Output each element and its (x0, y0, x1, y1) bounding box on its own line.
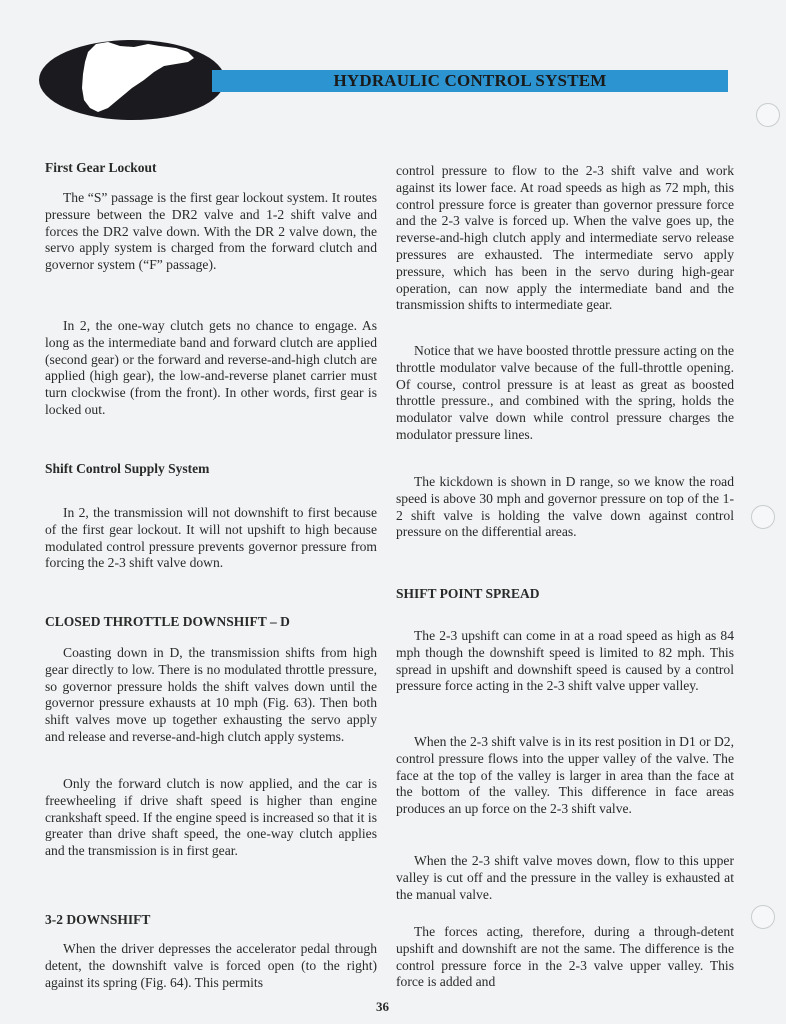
paragraph: control pressure to flow to the 2-3 shift valve and work against its lower face. At road speeds as high as 72 mph, this control pressure force is greater than governor pressure force and the 2-3 valve is forced up. When the valve goes up, the reverse-and-high clutch apply and intermediate servo release pressures are exhausted. The intermediate servo apply pressure, which has been in the servo during high-gear operation, can now apply the intermediate band and the transmission shifts to intermediate gear. (396, 163, 734, 313)
paragraph: When the driver depresses the accelerator pedal through detent, the downshift valve is forced open (to the right) against its spring (Fig. 64). This permits (45, 941, 377, 990)
paragraph: Coasting down in D, the transmission shifts from high gear directly to low. There is no modulated throttle pressure, so governor pressure holds the shift valves down until the governor pressure exhausts at 10 mph (Fig. 63). Then both shift valves move up together exhausting the servo apply and release and reverse-and-high clutch apply systems. (45, 645, 377, 744)
heading-shift-control-supply: Shift Control Supply System (45, 461, 210, 476)
paragraph: When the 2-3 shift valve moves down, flow to this upper valley is cut off and the pressure in the valley is exhausted at the manual valve. (396, 853, 734, 902)
paragraph: The forces acting, therefore, during a through-detent upshift and downshift are not the same. The difference is the control pressure force in the 2-3 valve upper valley. This force is added and (396, 924, 734, 990)
paragraph: Only the forward clutch is now applied, and the car is freewheeling if drive shaft speed is higher than engine crankshaft speed. If the engine speed is increased so that it is greater than drive shaft speed, the one-way clutch applies and the transmission is in first gear. (45, 776, 377, 859)
transmission-logo (36, 30, 236, 130)
paragraph: In 2, the one-way clutch gets no chance to engage. As long as the intermediate band and forward clutch are applied (second gear) or the forward and reverse-and-high clutch are applied (high gear), the low-and-reverse planet carrier must turn clockwise (from the front). In other words, first gear is locked out. (45, 318, 377, 417)
paragraph: Notice that we have boosted throttle pressure acting on the throttle modulator valve because of the full-throttle opening. Of course, control pressure is at least as great as boosted throttle pressure., and combined with the spring, holds the modulator valve down while control pressure charges the modulator pressure lines. (396, 343, 734, 442)
heading-closed-throttle-downshift: CLOSED THROTTLE DOWNSHIFT – D (45, 614, 290, 629)
heading-3-2-downshift: 3-2 DOWNSHIFT (45, 912, 151, 927)
punch-hole-bottom (751, 905, 775, 929)
paragraph: When the 2-3 shift valve is in its rest position in D1 or D2, control pressure flows into the upper valley of the valve. The face at the top of the valley is larger in area than the face at the bottom of the valley. This difference in face areas produces an up force on the 2-3 shift valve. (396, 734, 734, 817)
paragraph: The kickdown is shown in D range, so we know the road speed is above 30 mph and governor pressure on top of the 1-2 shift valve is holding the valve down against control pressure on the differential areas. (396, 474, 734, 540)
heading-first-gear-lockout: First Gear Lockout (45, 160, 157, 175)
page-title: HYDRAULIC CONTROL SYSTEM (333, 71, 607, 90)
page-header (0, 0, 786, 140)
heading-shift-point-spread: SHIFT POINT SPREAD (396, 586, 540, 601)
paragraph: In 2, the transmission will not downshift to first because of the first gear lockout. It will not upshift to high because modulated control pressure prevents governor pressure from forcing the 2-3 shift valve down. (45, 505, 377, 571)
page-number: 36 (376, 999, 389, 1014)
paragraph: The “S” passage is the first gear lockout system. It routes pressure between the DR2 valve and 1-2 shift valve and forces the DR2 valve down. With the DR 2 valve down, the servo apply system is charged from the forward clutch and governor system (“F” passage). (45, 190, 377, 273)
paragraph: The 2-3 upshift can come in at a road speed as high as 84 mph though the downshift speed is limited to 82 mph. This spread in upshift and downshift speed is caused by a control pressure force acting in the 2-3 shift valve upper valley. (396, 628, 734, 694)
punch-hole-middle (751, 505, 775, 529)
punch-hole-top (756, 103, 780, 127)
